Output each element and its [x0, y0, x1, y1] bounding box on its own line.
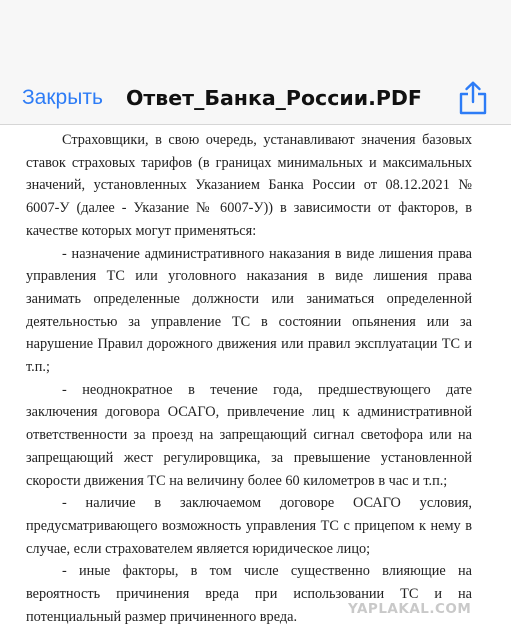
paragraph: - назначение административного наказания в виде лишения права управления ТС или уголовного наказания в виде лишения права занимать определенные должности или заниматься определенной деятельностью за управление ТС в состоянии опьянения или за нарушение Правил дорожного движения или правил эксплуатации ТС и т.п.; [26, 245, 472, 376]
share-button[interactable] [456, 80, 490, 116]
watermark: YAPLAKAL.COM [348, 601, 472, 617]
paragraph: - иные факторы, в том числе существенно влияющие на вероятность причинения вреда при использовании ТС и на потенциальный размер причиненного вреда. [26, 563, 472, 625]
share-icon [456, 80, 490, 116]
document-title: Ответ_Банка_России.PDF [126, 86, 422, 110]
paragraph: Страховщики, в свою очередь, устанавливают значения базовых ставок страховых тарифов (в границах минимальных и максимальных значений, установленных Указанием Банка России от 08.12.2021 № 6007-У (далее - Указание № 6007-У)) в зависимости от факторов, в качестве которых могут применяться: [26, 132, 472, 239]
document-text [26, 129, 472, 628]
close-button[interactable]: Закрыть [22, 86, 103, 109]
navigation-bar [0, 0, 511, 124]
document-page[interactable] [0, 125, 511, 640]
paragraph: - наличие в заключаемом договоре ОСАГО условия, предусматривающего возможность управления ТС с прицепом к нему в случае, если страхователем является юридическое лицо; [26, 495, 472, 557]
paragraph: - неоднократное в течение года, предшествующего дате заключения договора ОСАГО, привлечение лиц к административной ответственности за проезд на запрещающий сигнал светофора или на запрещающий жест регулировщика, за превышение установленной скорости движения ТС на величину более 60 километров в час и т.п.; [26, 381, 472, 489]
